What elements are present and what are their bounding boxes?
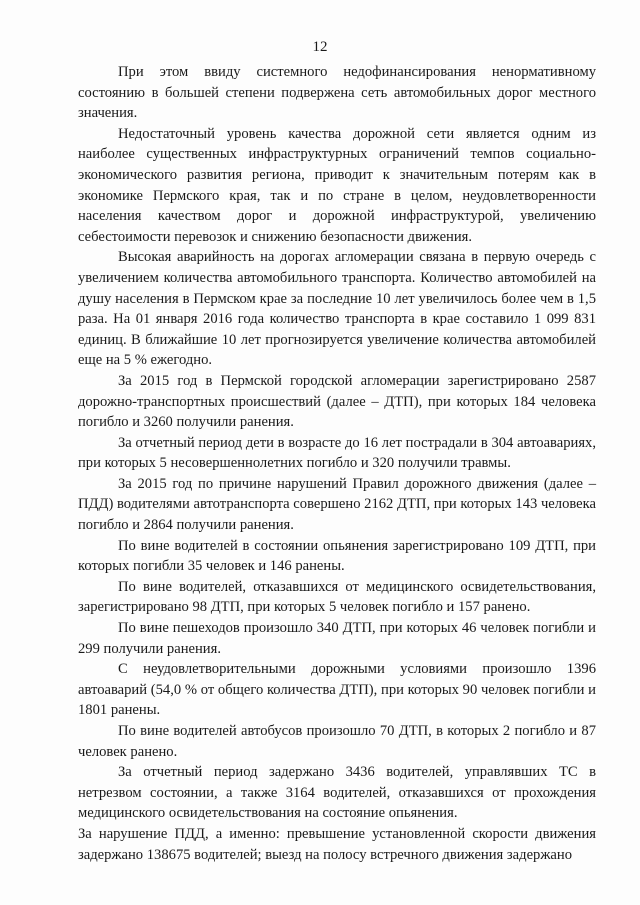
- paragraph-children: За отчетный период дети в возрасте до 16 лет пострадали в 304 автоавариях, при которых 5 несовершеннолетних погибло и 320 получили травмы.: [78, 434, 596, 472]
- paragraph-agglomeration-2015: За 2015 год в Пермской городской агломерации зарегистрировано 2587 дорожно-транспортных происшествий (далее – ДТП), при которых 184 человека погибло и 3260 получили ранения.: [78, 372, 596, 431]
- paragraph-traffic-rules: За 2015 год по причине нарушений Правил дорожного движения (далее – ПДД) водителями автотранспорта совершено 2162 ДТП, при которых 143 человека погибло и 2864 получили ранения.: [78, 475, 596, 534]
- body-text: [78, 62, 596, 865]
- page-number: 12: [312, 39, 328, 55]
- paragraph-detained-drivers: За отчетный период задержано 3436 водителей, управлявших ТС в нетрезвом состоянии, а также 3164 водителей, отказавшихся от прохождения медицинского освидетельствования на состояние опьянения.: [78, 764, 596, 822]
- paragraph-drunk-drivers: По вине водителей в состоянии опьянения зарегистрировано 109 ДТП, при которых погибли 35 человек и 146 ранены.: [78, 537, 596, 575]
- paragraph-speeding: За нарушение ПДД, а именно: превышение установленной скорости движения задержано 138675 водителей; выезд на полосу встречного движения задержано: [78, 825, 596, 863]
- paragraph-road-quality: Недостаточный уровень качества дорожной сети является одним из наиболее существенных инфраструктурных ограничений темпов социально-экономического развития региона, приводит к значительным потерям как в экономике Пермского края, так и по стране в целом, неудовлетворенности населения качеством дорог и дорожной инфраструктурой, увеличению себестоимости перевозок и снижению безопасности движения.: [78, 125, 596, 245]
- paragraph-bus-drivers: По вине водителей автобусов произошло 70 ДТП, в которых 2 погибло и 87 человек ранено.: [78, 723, 596, 760]
- paragraph-underfunding: При этом ввиду системного недофинансирования ненормативному состоянию в большей степени подвержена сеть автомобильных дорог местного значения.: [78, 64, 596, 122]
- paragraph-road-conditions: С неудовлетворительными дорожными условиями произошло 1396 автоаварий (54,0 % от общего количества ДТП), при которых 90 человек погибли и 1801 ранены.: [78, 661, 596, 719]
- paragraph-refused-examination: По вине водителей, отказавшихся от медицинского освидетельствования, зарегистрировано 98 ДТП, при которых 5 человек погибло и 157 ранено.: [78, 578, 596, 616]
- paragraph-pedestrians: По вине пешеходов произошло 340 ДТП, при которых 46 человек погибли и 299 получили ранения.: [78, 620, 596, 657]
- paragraph-accident-rate: Высокая аварийность на дорогах агломерации связана в первую очередь с увеличением количества автомобильного транспорта. Количество автомобилей на душу населения в Пермском крае за последние 10 лет увеличилось более чем в 1,5 раза. На 01 января 2016 года количество транспорта в крае составило 1 099 831 единиц. В ближайшие 10 лет прогнозируется увеличение количества автомобилей еще на 5 % ежегодно.: [78, 249, 596, 369]
